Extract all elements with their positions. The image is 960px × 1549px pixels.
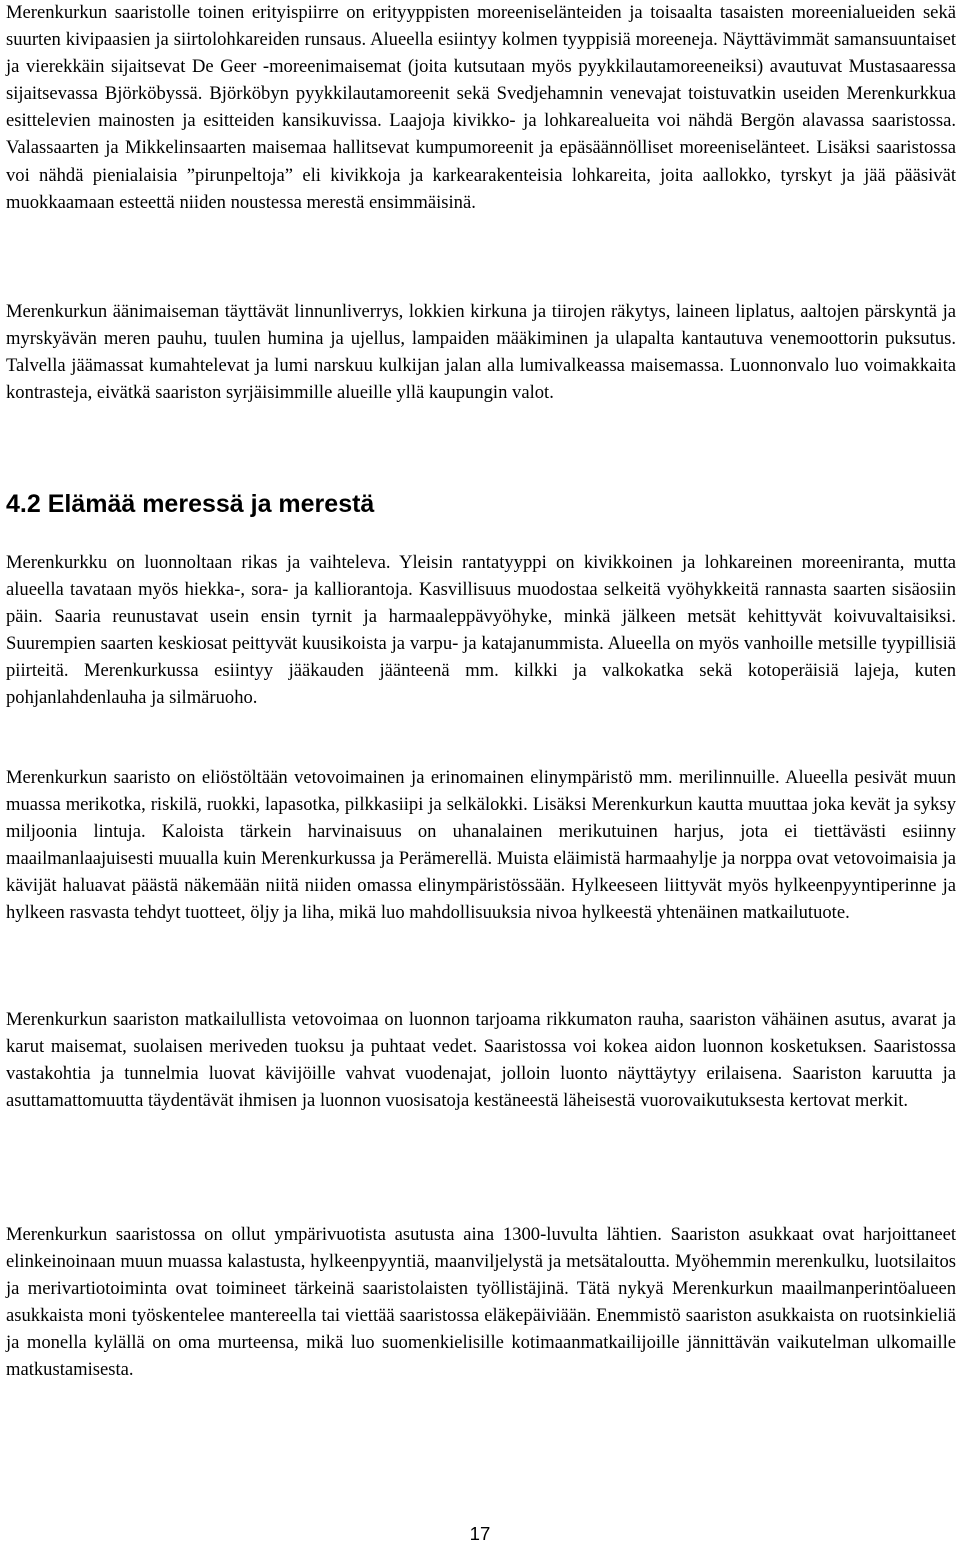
page-number: 17: [469, 1523, 491, 1544]
paragraph-soundscape: Merenkurkun äänimaiseman täyttävät linnunliverrys, lokkien kirkuna ja tiirojen räkytys, laineen liplatus, aaltojen pärskyntä ja myrskyävän meren pauhu, tuulen humina ja ujellus, lampaiden määkiminen ja ulapalta kantautuva venemoottorin puksutus. Talvella jäämassat kumahtelevat ja lumi narskuu kulkijan jalan alla lumivalkeassa maisemassa. Luonnonvalo luo voimakkaita kontrasteja, eivätkä saariston syrjäisimmille alueille yllä kaupungin valot.: [6, 301, 956, 404]
paragraph-nature: Merenkurkku on luonnoltaan rikas ja vaihteleva. Yleisin rantatyyppi on kivikkoinen ja lohkareinen moreeniranta, mutta alueella tavataan myös hiekka-, sora- ja kalliorantoja. Kasvillisuus muodostaa selkeitä vyöhykkeitä rannasta saarten sisäosiin päin. Saaria reunustavat usein ensin tyrnit ja harmaaleppävyöhyke, minkä jälkeen metsät kehittyvät koivuvaltaisiksi. Suurempien saarten keskiosat peittyvät kuusikoista ja varpu- ja katajanummista. Alueella on myös vanhoille metsille tyypillisiä piirteitä. Merenkurkussa esiintyy jääkauden jäänteenä mm. kilkki ja valkokatka sekä kotoperäisiä lajeja, kuten pohjanlahdenlauha ja silmäruoho.: [6, 552, 956, 709]
paragraph-settlement: Merenkurkun saaristossa on ollut ympärivuotista asutusta aina 1300-luvulta lähtien. Saariston asukkaat ovat harjoittaneet elinkeinoinaan muun muassa kalastusta, hylkeenpyyntiä, maanviljelystä ja metsätaloutta. Myöhemmin merenkulku, luotsilaitos ja merivartiotoiminta ovat toimineet tärkeinä saaristolaisten työllistäjinä. Tätä nykyä Merenkurkun maailmanperintöalueen asukkaista moni työskentelee mantereella tai viettää saaristossa eläkepäiviään. Enemmistö saariston asukkaista on ruotsinkieliä ja monella kylällä on oma murteensa, mikä luo suomenkielisille kotimaanmatkailijoille jännittävän vaikutelman ulkomaille matkustamisesta.: [6, 1224, 956, 1381]
paragraph-wildlife: Merenkurkun saaristo on eliöstöltään vetovoimainen ja erinomainen elinympäristö mm. merilinnuille. Alueella pesivät muun muassa merikotka, riskilä, ruokki, lapasotka, pilkkasiipi ja selkälokki. Lisäksi Merenkurkun kautta muuttaa joka kevät ja syksy miljoonia lintuja. Kaloista tärkein harvinaisuus on uhanalainen merikutuinen harjus, jota ei tiettävästi esiinny maailmanlaajuisesti muualla kuin Merenkurkussa ja Perämerellä. Muista eläimistä harmaahylje ja norppa ovat vetovoimaisia ja kävijät haluavat päästä näkemään niitä niiden omassa elinympäristössään. Hylkeeseen liittyvät myös hylkeenpyyntiperinne ja hylkeen rasvasta tehdyt tuotteet, öljy ja liha, mikä luo mahdollisuuksia nivoa hylkeestä yhtenäinen matkailutuote.: [6, 767, 956, 924]
paragraph-moraine-landscapes: Merenkurkun saaristolle toinen erityispiirre on erityyppisten moreeniselänteiden ja toisaalta tasaisten moreenialueiden sekä suurten kivipaasien ja siirtolohkareiden runsaus. Alueella esiintyy kolmen tyyppisiä moreeneja. Näyttävimmät samansuuntaiset ja vierekkäin sijaitsevat De Geer -moreenimaisemat (joita kutsutaan myös pyykkilautamoreeneiksi) avautuvat Mustasaaressa sijaitsevassa Björköbyssä. Björköbyn pyykkilautamoreenit sekä Svedjehamnin venevajat toistuvatkin useiden Merenkurkkua esittelevien mainosten ja esitteiden kansikuvissa. Laajoja kivikko- ja lohkarealueita voi nähdä Bergön alavassa saaristossa. Valassaarten ja Mikkelinsaarten maisemaa hallitsevat kumpumoreenit ja epäsäännölliset moreeniselänteet. Lisäksi saaristossa voi nähdä pienialaisia ”pirunpeltoja” eli kivikkoja ja karkearakenteisia lohkareita, joita aallokko, tyrskyt ja jää pääsivät muokkaamaan esteettä niiden noustessa merestä ensimmäisinä.: [6, 2, 956, 213]
paragraph-tourism-appeal: Merenkurkun saariston matkailullista vetovoimaa on luonnon tarjoama rikkumaton rauha, saariston vähäinen asutus, avarat ja karut maisemat, suolaisen meriveden tuoksu ja puhtaat vedet. Saaristossa voi kokea aidon luonnon kosketuksen. Saaristossa vastakohtia ja tunnelmia luovat kävijöille vahvat vuodenajat, jolloin luonto näyttäytyy erilaisena. Saariston karuutta ja asuttamattomuutta täydentävät ihmisen ja luonnon vuosisatoja kestäneestä läheisestä vuorovaikutuksesta kertovat merkit.: [6, 1009, 956, 1112]
section-heading: 4.2 Elämää meressä ja merestä: [6, 490, 375, 518]
